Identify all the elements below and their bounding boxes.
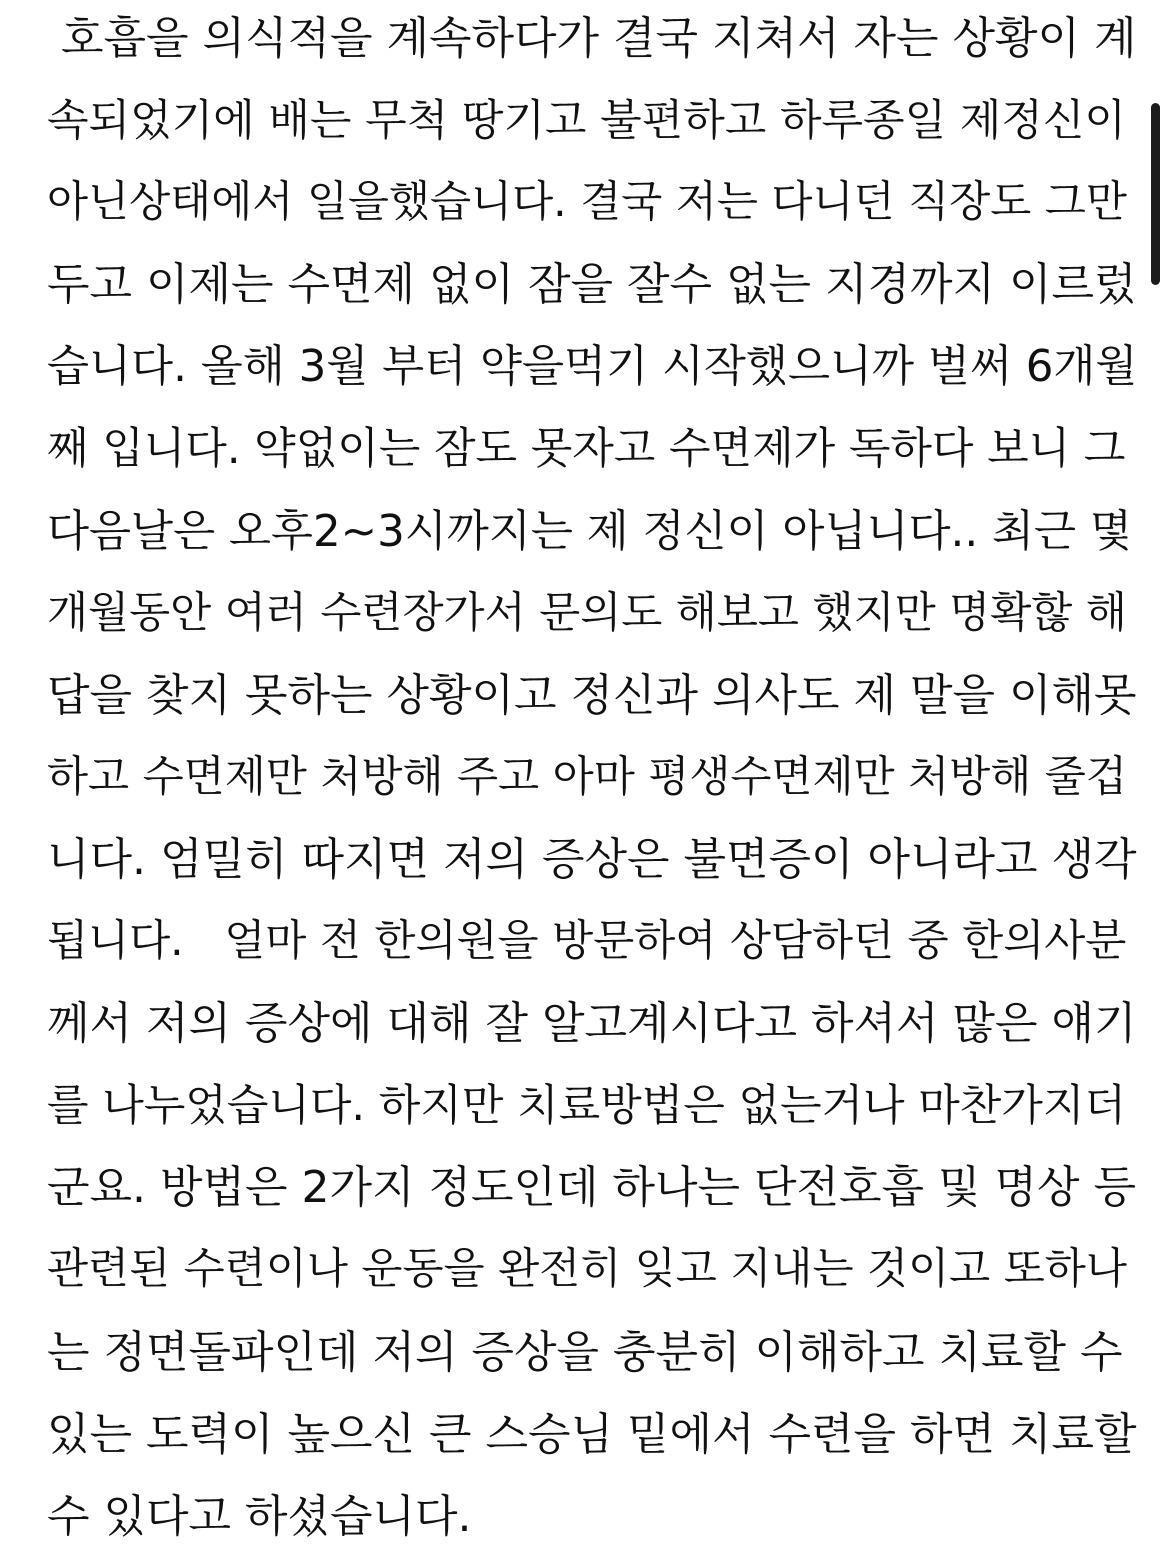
- text-line: 아닌상태에서 일을했습니다. 결국 저는 다니던 직장도 그만: [47, 178, 1127, 228]
- text-line: 됩니다. 얼마 전 한의원을 방문하여 상담하던 중 한의사분: [47, 917, 1127, 967]
- text-line: 하고 수면제만 처방해 주고 아마 평생수면제만 처방해 줄겁: [47, 752, 1127, 802]
- text-line: 수 있다고 하셨습니다.: [47, 1490, 472, 1542]
- text-line: 니다. 엄밀히 따지면 저의 증상은 불면증이 아니라고 생각: [47, 833, 1137, 885]
- text-line: 습니다. 올해 3월 부터 약을먹기 시작했으니까 벌써 6개월: [47, 342, 1138, 393]
- text-line: 있는 도력이 높으신 큰 스승님 밑에서 수련을 하면 치료할: [47, 1408, 1137, 1460]
- text-line: 답을 찾지 못하는 상황이고 정신과 의사도 제 말을 이해못: [47, 669, 1137, 721]
- vertical-scrollbar[interactable]: [1151, 103, 1160, 285]
- text-line: 를 나누었습니다. 하지만 치료방법은 없는거나 마찬가지더: [47, 1081, 1126, 1132]
- article-body: [47, 4, 1137, 1564]
- text-line: 군요. 방법은 2가지 정도인데 하나는 단전호흡 및 명상 등: [47, 1162, 1136, 1214]
- text-line: 째 입니다. 약없이는 잠도 못자고 수면제가 독하다 보니 그: [47, 424, 1126, 475]
- text-line: 다음날은 오후2~3시까지는 제 정신이 아닙니다.. 최근 몇: [47, 506, 1132, 557]
- text-line: 두고 이제는 수면제 없이 잠을 잘수 없는 지경까지 이르렀: [47, 259, 1137, 311]
- text-line: 께서 저의 증상에 대해 잘 알고계시다고 하셔서 많은 얘기: [47, 998, 1137, 1050]
- text-line: 호흡을 의식적을 계속하다가 결국 지쳐서 자는 상황이 계: [47, 13, 1137, 64]
- text-line: 관련된 수련이나 운동을 완전히 잊고 지내는 것이고 또하나: [47, 1245, 1127, 1295]
- text-line: 속되었기에 배는 무척 땅기고 불편하고 하루종일 제정신이: [47, 96, 1126, 147]
- text-line: 개월동안 여러 수련장가서 문의도 해보고 했지만 명확핞 해: [47, 588, 1127, 638]
- text-line: 는 정면돌파인데 저의 증상을 충분히 이해하고 치료할 수: [47, 1326, 1123, 1378]
